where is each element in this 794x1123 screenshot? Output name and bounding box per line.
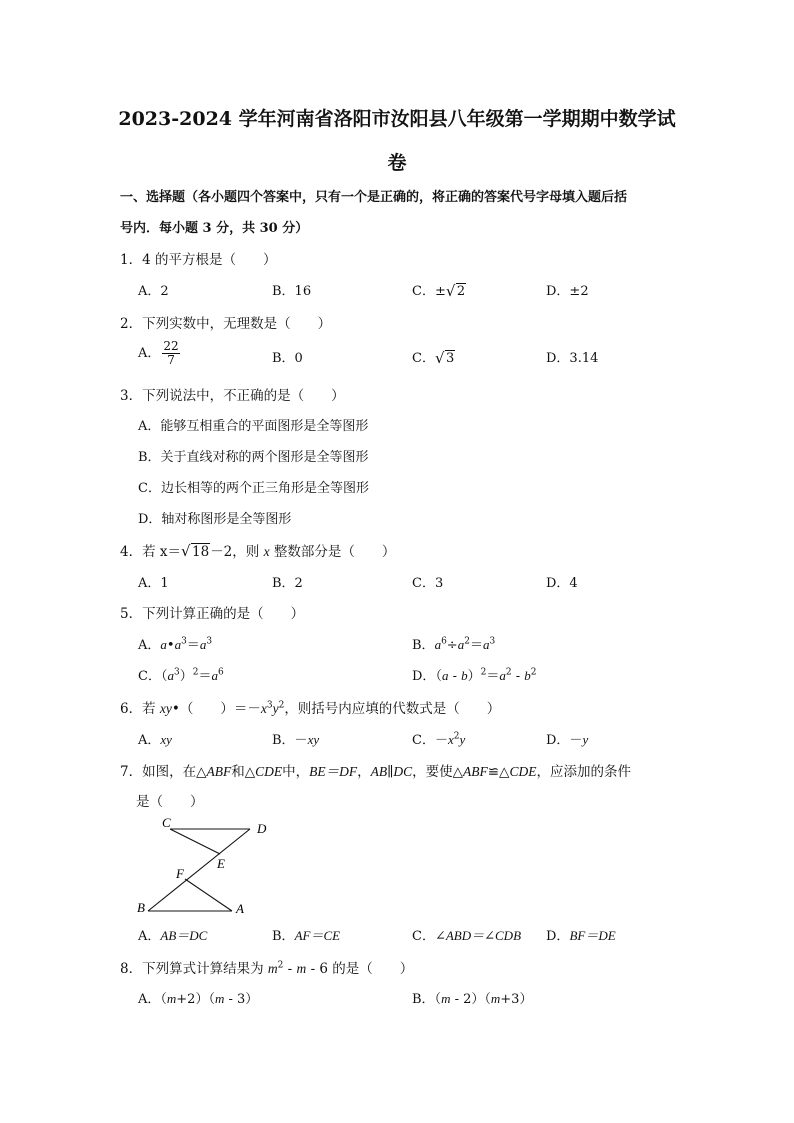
q1-stem: 1．4 的平方根是（ ） [120, 252, 277, 268]
q2-stem: 2．下列实数中，无理数是（ ） [120, 316, 332, 332]
q4-stem: 4．若 x＝ √ 18－2，则 x 整数部分是（ ） [120, 542, 396, 560]
q7-option-a: A．AB＝DC [138, 928, 208, 944]
label-a: A [236, 901, 244, 916]
q6-option-b: B．－xy [272, 732, 320, 748]
section-header-line-1: 一、选择题（各小题四个答案中，只有一个是正确的，将正确的答案代号字母填入题后括 [120, 190, 628, 205]
q3-option-c: C．边长相等的两个正三角形是全等图形 [138, 481, 369, 496]
q8-option-a: A．（m+2）（m - 3） [138, 991, 259, 1007]
label-c: C [162, 815, 171, 830]
q7-option-b: B．AF＝CE [272, 928, 341, 944]
q1-option-a: A．2 [138, 284, 169, 299]
sqrt-symbol: √ 3 [434, 349, 455, 367]
q2-option-a: A． $\frac{22}{7}$ [138, 339, 179, 367]
q2-option-d: D．3.14 [546, 351, 599, 366]
q5-option-b: B．$a^6\div a^2=a^3$ [412, 636, 496, 653]
q8-stem: 8．下列算式计算结果为 $m^2$ - m - 6 的是（ ） [120, 960, 414, 977]
q6-option-a: A．xy [138, 732, 172, 748]
section-header-line-2: 号内．每小题 3 分，共 30 分） [120, 221, 309, 236]
segment-db [148, 829, 250, 911]
sqrt-symbol: √ 18 [181, 542, 210, 560]
q6-option-c: C．$-x^2y$ [412, 731, 466, 748]
q1-option-d: D．±2 [546, 284, 589, 299]
q1-option-c: C．± √ 2 [412, 282, 466, 300]
page-title-line-1: 2023-2024 学年河南省洛阳市汝阳县八年级第一学期期中数学试 [118, 108, 676, 130]
q8-option-b: B．（m - 2）（m+3） [412, 991, 533, 1007]
q6-option-d: D．－y [546, 732, 589, 748]
label-b: B [137, 900, 145, 915]
q7-stem-line-1: 7．如图，在△ABF和△CDE中，BE＝DF，AB∥DC，要使△ABF≌△CDE，应添加的条件 [120, 764, 631, 780]
q7-geometry-figure [128, 812, 278, 918]
q4-option-b: B．2 [272, 576, 303, 591]
label-e: E [217, 856, 225, 871]
q3-option-a: A．能够互相重合的平面图形是全等图形 [138, 419, 369, 434]
label-f: F [176, 866, 184, 881]
q3-stem: 3．下列说法中，不正确的是（ ） [120, 388, 345, 404]
q5-option-d: D．$(a - b)^2=a^2 - b^2$ [412, 667, 537, 684]
page-title-line-2: 卷 [387, 152, 407, 174]
q3-option-b: B．关于直线对称的两个图形是全等图形 [138, 450, 369, 465]
q7-option-d: D．BF＝DE [546, 928, 616, 944]
q3-option-d: D．轴对称图形是全等图形 [138, 512, 292, 527]
segment-fa [185, 879, 232, 911]
sqrt-symbol: √ 2 [445, 282, 466, 300]
q6-stem: 6．若 xy•（ ）$=-x^3y^2$，则括号内应填的代数式是（ ） [120, 700, 501, 717]
segment-ce [170, 829, 220, 854]
fraction: $\frac{22}{7}$ [163, 339, 179, 367]
q4-option-d: D．4 [546, 576, 578, 591]
q5-stem: 5．下列计算正确的是（ ） [120, 606, 305, 622]
q1-option-b: B．16 [272, 284, 312, 299]
q2-option-c: C． √ 3 [412, 349, 455, 367]
q4-option-c: C．3 [412, 576, 444, 591]
q7-stem-line-2: 是（ ） [136, 794, 204, 810]
q2-option-b: B．0 [272, 351, 303, 366]
q5-option-a: A．$a•a^3=a^3$ [138, 636, 213, 653]
label-d: D [257, 821, 267, 836]
q4-option-a: A．1 [138, 576, 169, 591]
q5-option-c: C．$(a^3)^2=a^6$ [138, 667, 224, 684]
q7-option-c: C．∠ABD＝∠CDB [412, 928, 522, 944]
